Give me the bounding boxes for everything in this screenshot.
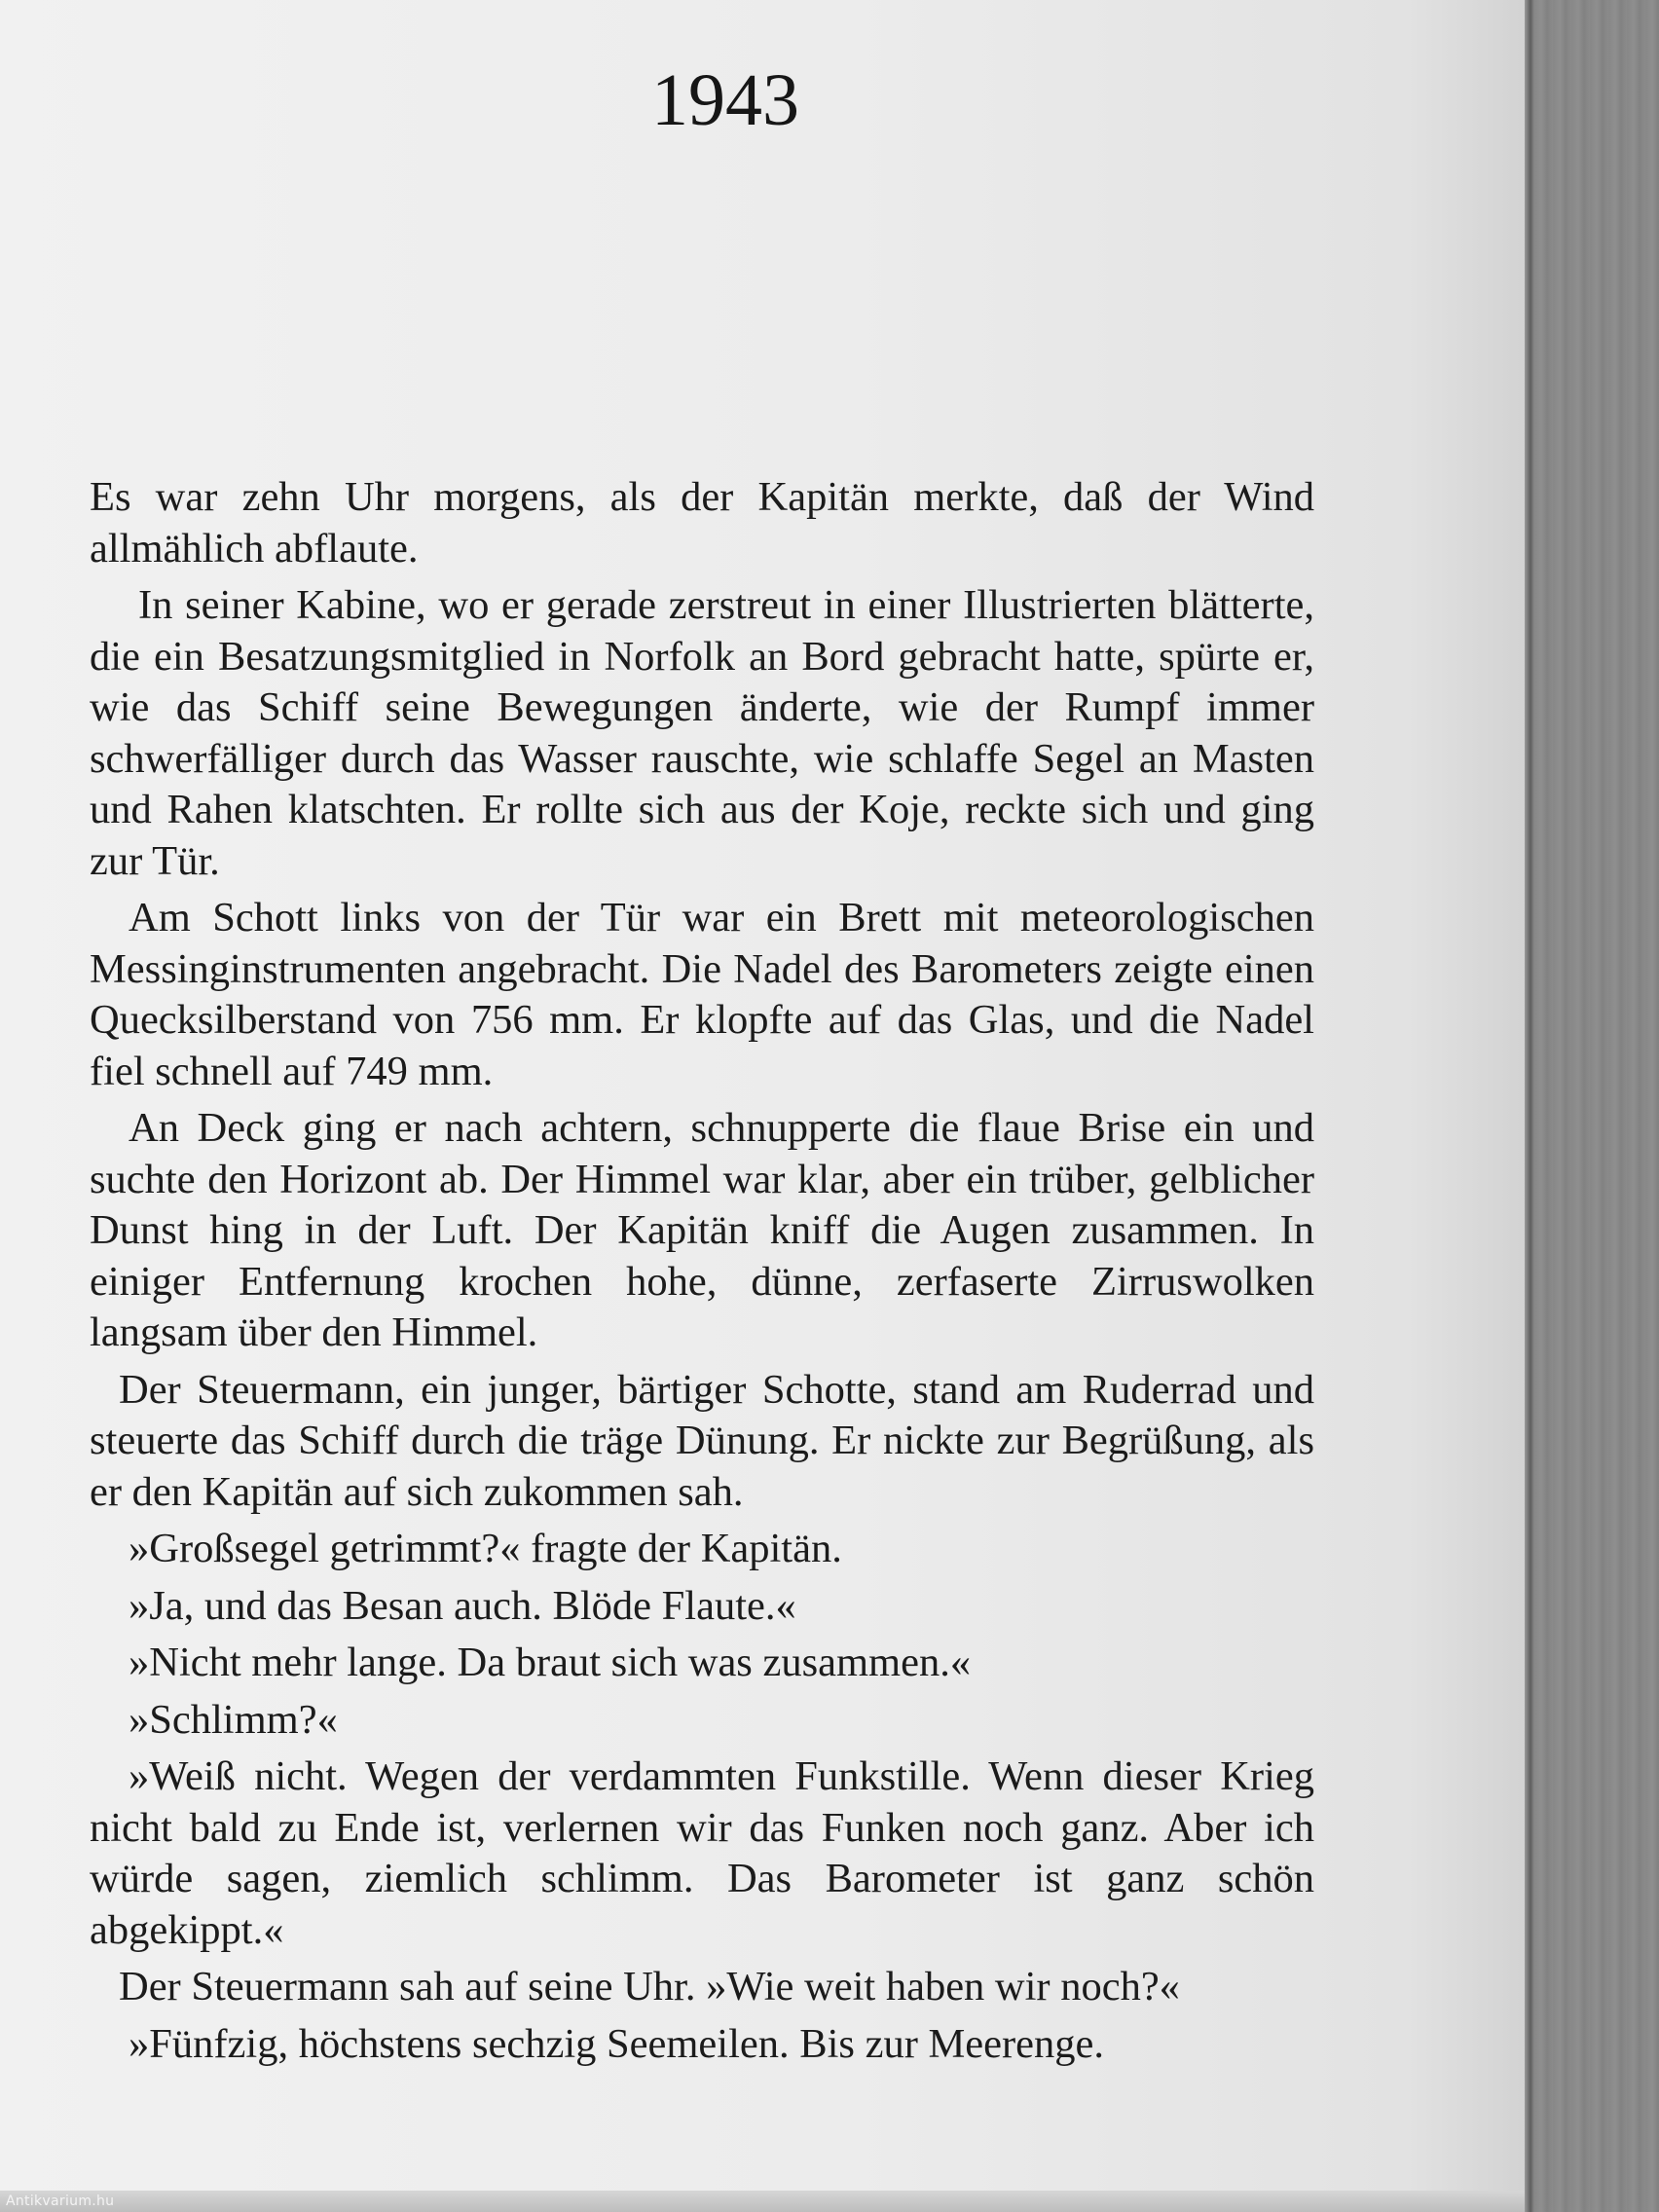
body-text	[90, 472, 1314, 2070]
chapter-title: 1943	[651, 59, 799, 141]
watermark: Antikvarium.hu	[6, 2194, 115, 2209]
paragraph: »Weiß nicht. Wegen der verdammten Funkstille. Wenn dieser Krieg nicht bald zu Ende ist, verlernen wir das Funken noch ganz. Aber ich würde sagen, ziemlich schlimm. Das Barometer ist ganz schön abgekippt.«	[90, 1753, 1314, 1953]
paragraph: Der Steuermann sah auf seine Uhr. »Wie weit haben wir noch?«	[119, 1964, 1180, 2009]
paragraph: Der Steuermann, ein junger, bärtiger Schotte, stand am Ruderrad und steuerte das Schiff durch die träge Dünung. Er nickte zur Begrüßung, als er den Kapitän auf sich zukommen sah.	[90, 1366, 1314, 1515]
paragraph: An Deck ging er nach achtern, schnupperte die flaue Brise ein und suchte den Horizont ab. Der Himmel war klar, aber ein trüber, gelblicher Dunst hing in der Luft. Der Kapitän kniff die Augen zusammen. In einiger Entfernung krochen hohe, dünne, zerfaserte Zirruswolken langsam über den Himmel.	[90, 1105, 1314, 1355]
paragraph: In seiner Kabine, wo er gerade zerstreut in einer Illustrierten blätterte, die ein Besatzungsmitglied in Norfolk an Bord gebracht hatte, spürte er, wie das Schiff seine Bewegungen änderte, wie der Rumpf immer schwerfälliger durch das Wasser rauschte, wie schlaffe Segel an Masten und Rahen klatschten. Er rollte sich aus der Koje, reckte sich und ging zur Tür.	[90, 582, 1314, 884]
paragraph: Es war zehn Uhr morgens, als der Kapitän merkte, daß der Wind allmählich abflaute.	[90, 474, 1314, 571]
paragraph: »Ja, und das Besan auch. Blöde Flaute.«	[129, 1582, 796, 1629]
paragraph: »Großsegel getrimmt?« fragte der Kapitän.	[129, 1526, 842, 1571]
paragraph: »Schlimm?«	[129, 1696, 338, 1743]
paragraph: »Nicht mehr lange. Da braut sich was zusammen.«	[129, 1640, 972, 1685]
wooden-background	[1534, 0, 1659, 2212]
paragraph: »Fünfzig, höchstens sechzig Seemeilen. Bis zur Meerenge.	[129, 2020, 1105, 2067]
page-edge-shadow	[1525, 0, 1534, 2212]
paragraph: Am Schott links von der Tür war ein Brett mit meteorologischen Messinginstrumenten angebracht. Die Nadel des Barometers zeigte einen Quecksilberstand von 756 mm. Er klopfte auf das Glas, und die Nadel fiel schnell auf 749 mm.	[90, 895, 1314, 1094]
page-bottom-edge	[0, 2191, 1529, 2212]
